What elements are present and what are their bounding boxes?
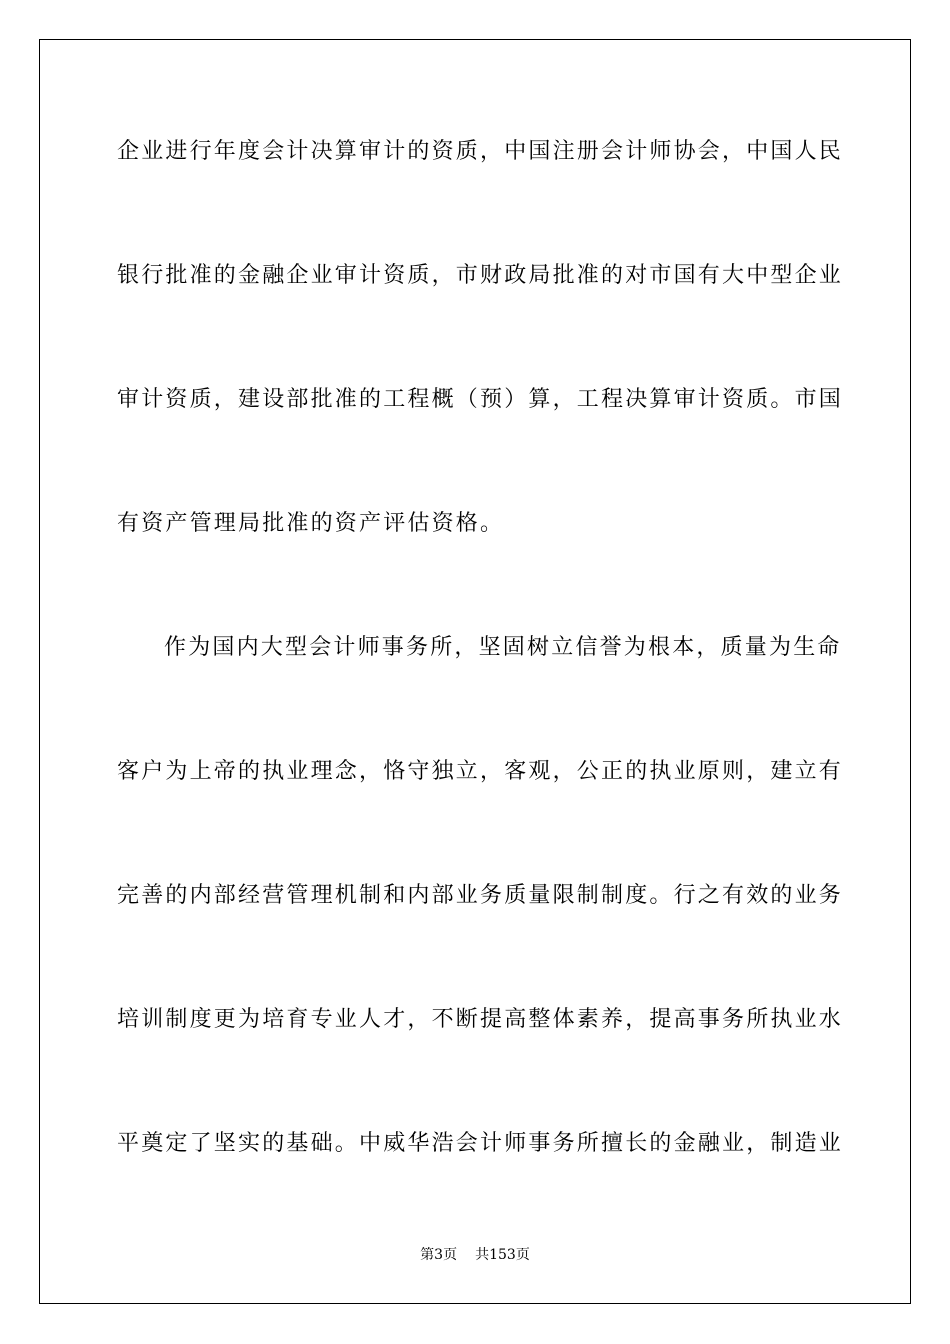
text-line: 平奠定了坚实的基础。中威华浩会计师事务所擅长的金融业，制造业 <box>117 1131 844 1156</box>
page-footer <box>0 1246 950 1264</box>
paragraph-start-line: 作为国内大型会计师事务所，坚固树立信誉为根本，质量为生命 <box>164 635 842 660</box>
text-line: 审计资质，建设部批准的工程概（预）算，工程决算审计资质。市国 <box>117 387 844 412</box>
text-line: 客户为上帝的执业理念，恪守独立，客观，公正的执业原则，建立有 <box>117 759 844 784</box>
text-line: 企业进行年度会计决算审计的资质，中国注册会计师协会，中国人民 <box>117 139 844 164</box>
total-pages: 共153页 <box>475 1247 530 1263</box>
text-line: 完善的内部经营管理机制和内部业务质量限制制度。行之有效的业务 <box>117 883 844 908</box>
text-line: 培训制度更为培育专业人才，不断提高整体素养，提高事务所执业水 <box>117 1007 844 1032</box>
text-line: 有资产管理局批准的资产评估资格。 <box>117 511 505 536</box>
page-number: 第3页 <box>420 1247 458 1263</box>
text-line: 银行批准的金融企业审计资质，市财政局批准的对市国有大中型企业 <box>117 263 844 288</box>
page-border <box>39 39 911 1304</box>
